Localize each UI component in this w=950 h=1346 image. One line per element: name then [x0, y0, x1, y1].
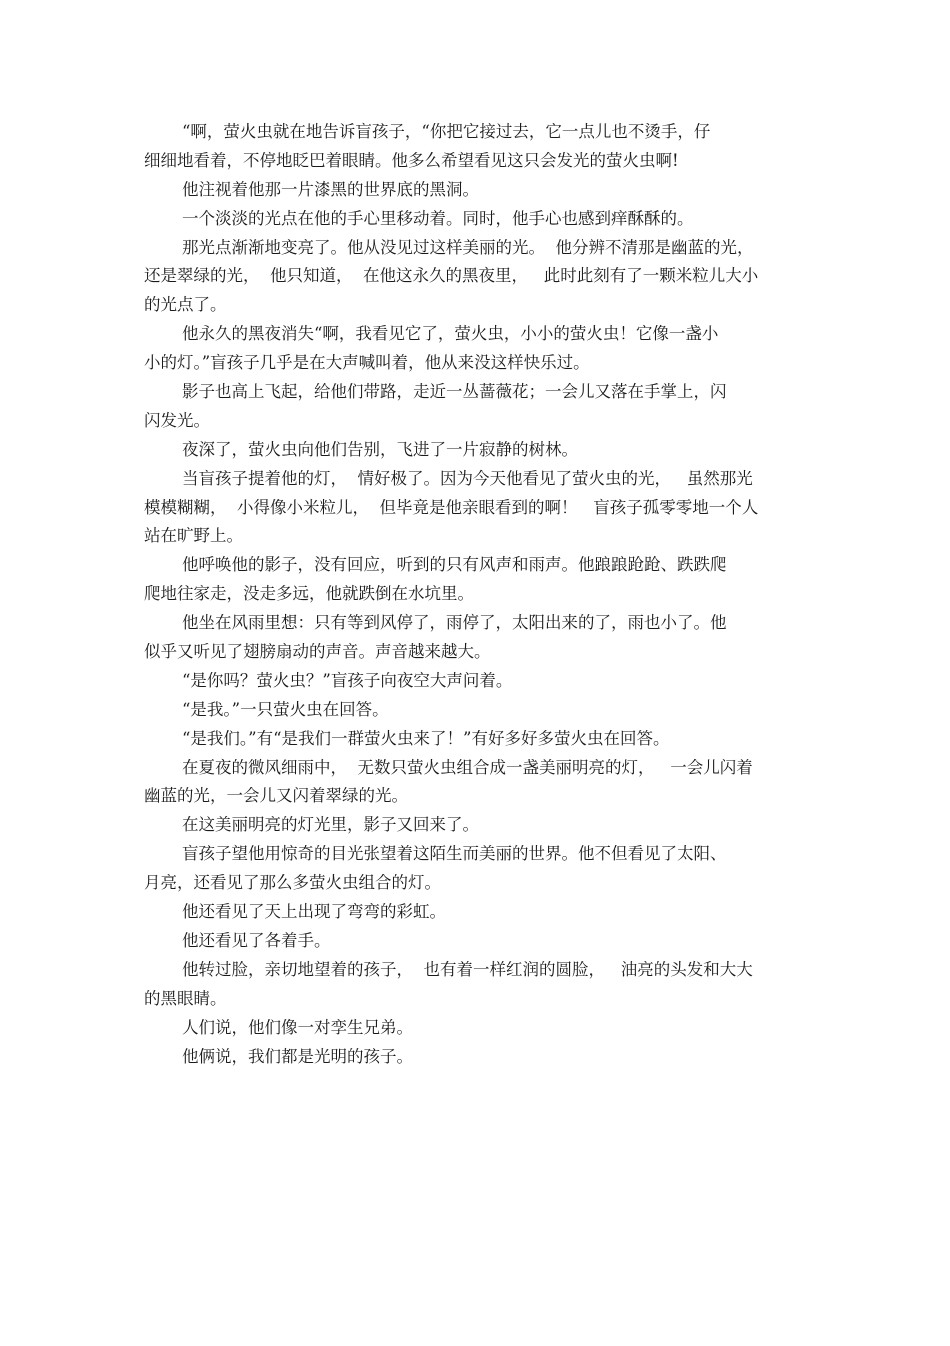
text-line: 那光点渐渐地变亮了。他从没见过这样美丽的光。 他分辨不清那是幽蓝的光，: [182, 237, 754, 257]
text-line: 小的灯。”盲孩子几乎是在大声喊叫着，他从来没这样快乐过。: [144, 353, 590, 373]
text-line: 模模糊糊， 小得像小米粒儿， 但毕竟是他亲眼看到的啊！ 盲孩子孤零零地一个人: [144, 497, 759, 517]
text-line: 影子也高上飞起，给他们带路，走近一丛蔷薇花；一会儿又落在手掌上，闪: [182, 382, 727, 402]
text-line: 夜深了，萤火虫向他们告别，飞进了一片寂静的树林。: [182, 439, 578, 459]
text-line: 在夏夜的微风细雨中， 无数只萤火虫组合成一盏美丽明亮的灯， 一会儿闪着: [182, 757, 753, 777]
text-line: 还是翠绿的光， 他只知道， 在他这永久的黑夜里， 此时此刻有了一颗米粒儿大小: [144, 266, 759, 286]
text-line: 他永久的黑夜消失“啊，我看见它了，萤火虫，小小的萤火虫！它像一盏小: [182, 324, 719, 344]
text-line: “是你吗？萤火虫？”盲孩子向夜空大声问着。: [182, 670, 513, 690]
text-line: 幽蓝的光，一会儿又闪着翠绿的光。: [144, 786, 408, 806]
text-line: “是我们。”有“是我们一群萤火虫来了！”有好多好多萤火虫在回答。: [182, 728, 670, 748]
text-line: 他注视着他那一片漆黑的世界底的黑洞。: [182, 179, 479, 199]
text-line: 闪发光。: [144, 410, 210, 430]
text-line: 月亮，还看见了那么多萤火虫组合的灯。: [144, 873, 441, 893]
text-line: 在这美丽明亮的灯光里，影子又回来了。: [182, 815, 479, 835]
text-line: 似乎又听见了翅膀扇动的声音。声音越来越大。: [144, 642, 491, 662]
document-body: [144, 118, 806, 1071]
text-line: 他转过脸，亲切地望着的孩子， 也有着一样红润的圆脸， 油亮的头发和大大: [182, 959, 753, 979]
text-line: 一个淡淡的光点在他的手心里移动着。同时，他手心也感到痒酥酥的。: [182, 208, 694, 228]
text-line: 他还看见了各着手。: [182, 930, 331, 950]
text-line: “啊，萤火虫就在地告诉盲孩子，“你把它接过去，它一点儿也不烫手，仔: [182, 122, 711, 141]
text-line: 爬地往家走，没走多远，他就跌倒在水坑里。: [144, 584, 474, 604]
text-line: 他俩说，我们都是光明的孩子。: [182, 1046, 413, 1066]
text-line: 站在旷野上。: [144, 526, 243, 546]
text-line: 他还看见了天上出现了弯弯的彩虹。: [182, 902, 446, 922]
text-line: 细细地看着，不停地眨巴着眼睛。他多么希望看见这只会发光的萤火虫啊!: [144, 150, 679, 170]
text-line: 盲孩子望他用惊奇的目光张望着这陌生而美丽的世界。他不但看见了太阳、: [182, 844, 727, 864]
text-line: “是我。”一只萤火虫在回答。: [182, 699, 389, 719]
text-line: 他坐在风雨里想：只有等到风停了，雨停了，太阳出来的了，雨也小了。他: [182, 613, 727, 633]
text-line: 人们说，他们像一对孪生兄弟。: [182, 1017, 413, 1037]
text-line: 的光点了。: [144, 295, 227, 315]
text-line: 他呼唤他的影子，没有回应，听到的只有风声和雨声。他踉踉跄跄、跌跌爬: [182, 555, 727, 575]
text-line: 当盲孩子提着他的灯， 情好极了。因为今天他看见了萤火虫的光， 虽然那光: [182, 468, 753, 488]
text-line: 的黑眼睛。: [144, 988, 227, 1008]
